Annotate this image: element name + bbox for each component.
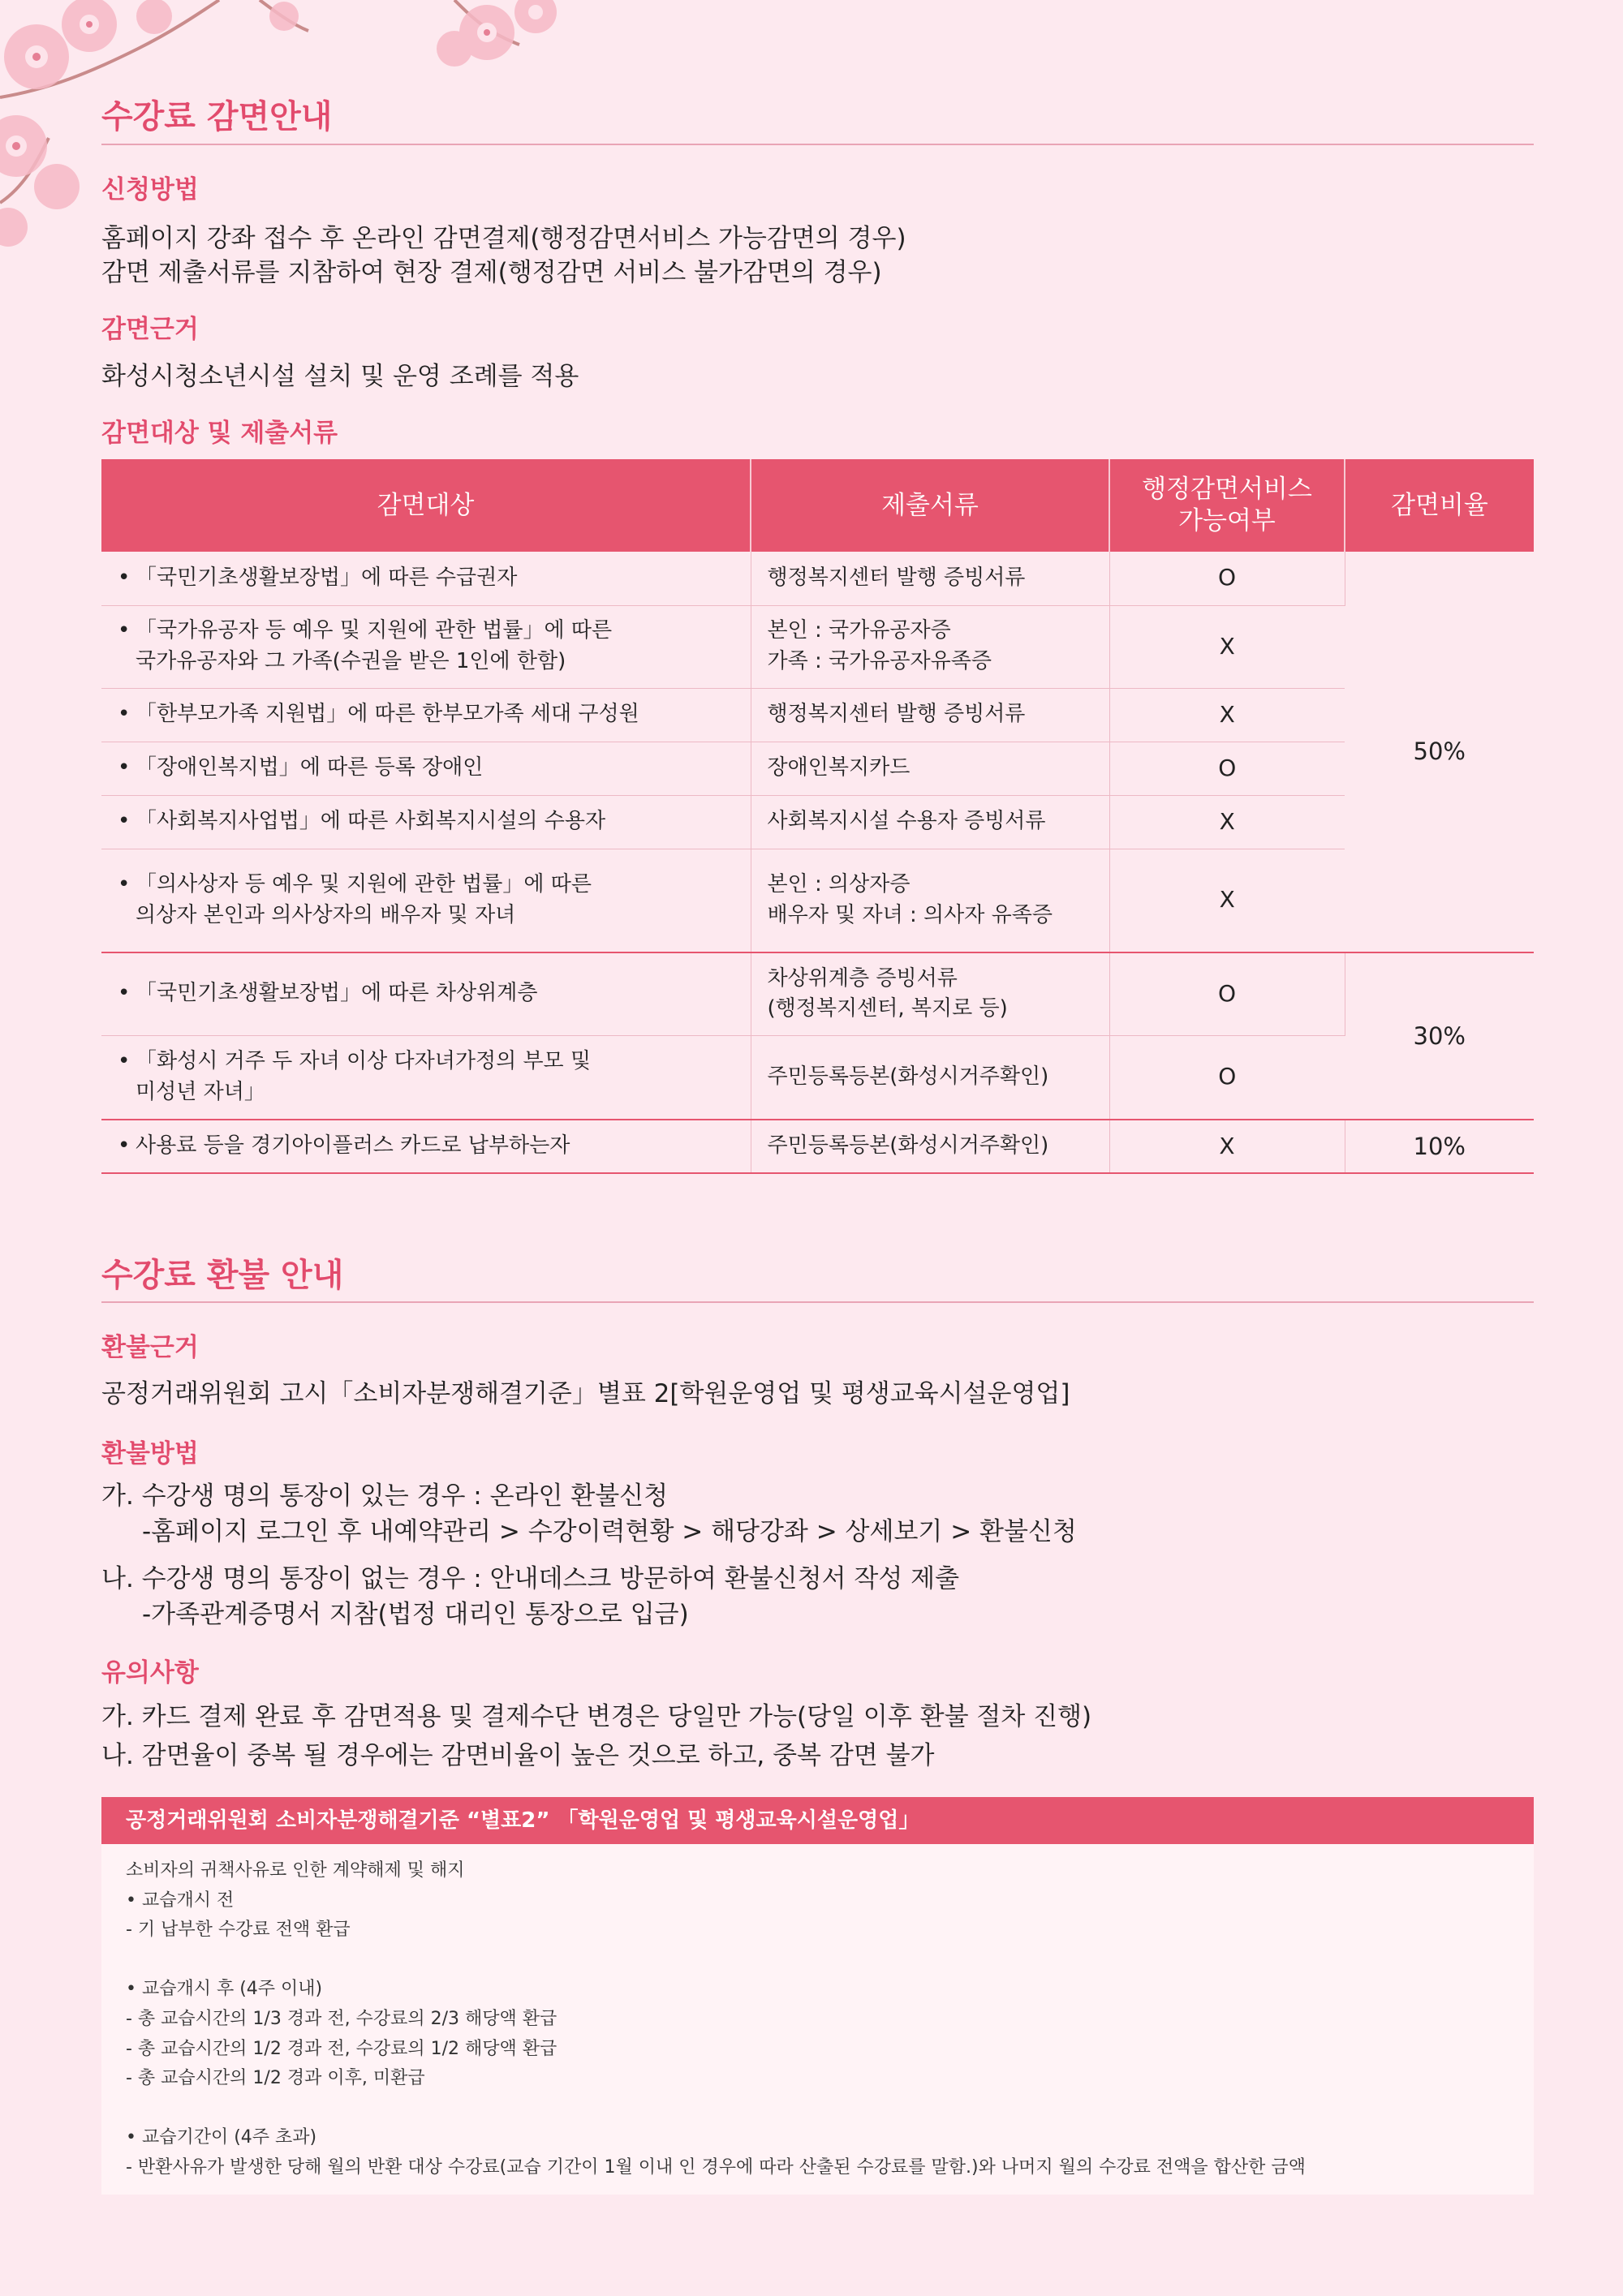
admin-service-cell: O — [1109, 742, 1345, 795]
admin-service-cell: X — [1109, 795, 1345, 849]
document-cell: 본인 : 의상자증 배우자 및 자녀 : 의사자 유족증 — [751, 849, 1109, 952]
notes-line: 나. 감면율이 중복 될 경우에는 감면비율이 높은 것으로 하고, 중복 감면 불가 — [101, 1741, 935, 1770]
target-cell: • 「장애인복지법」에 따른 등록 장애인 — [101, 742, 751, 795]
table-row — [101, 742, 1534, 795]
admin-service-cell: X — [1109, 605, 1345, 688]
refund-standard-line: - 총 교습시간의 1/2 경과 전, 수강료의 1/2 해당액 환급 — [126, 2038, 558, 2059]
table-row — [101, 688, 1534, 742]
apply-method-line: 홈페이지 강좌 접수 후 온라인 감면결제(행정감면서비스 가능감면의 경우) — [101, 224, 906, 253]
document-cell: 행정복지센터 발행 증빙서류 — [751, 688, 1109, 742]
table-row — [101, 1120, 1534, 1173]
target-cell: • 사용료 등을 경기아이플러스 카드로 납부하는자 — [101, 1120, 751, 1173]
target-cell: • 「국민기초생활보장법」에 따른 수급권자 — [101, 552, 751, 605]
refund-basis-text: 공정거래위원회 고시「소비자분쟁해결기준」별표 2[학원운영업 및 평생교육시설운영업] — [101, 1379, 1070, 1408]
rate-cell: 10% — [1345, 1120, 1534, 1173]
discount-table — [101, 459, 1534, 1174]
refund-standard-box — [101, 1844, 1534, 2195]
notes-heading: 유의사항 — [101, 1658, 199, 1688]
refund-method-heading: 환불방법 — [101, 1439, 199, 1468]
rate-cell: 50% — [1345, 552, 1534, 952]
document-cell: 본인 : 국가유공자증 가족 : 국가유공자유족증 — [751, 605, 1109, 688]
target-cell: • 「국민기초생활보장법」에 따른 차상위계층 — [101, 952, 751, 1035]
section-divider — [101, 144, 1534, 145]
table-row — [101, 795, 1534, 849]
section-divider — [101, 1301, 1534, 1303]
refund-method-line: 가. 수강생 명의 통장이 있는 경우 : 온라인 환불신청 — [101, 1481, 669, 1511]
table-row — [101, 552, 1534, 605]
refund-standard-line: - 반환사유가 발생한 당해 월의 반환 대상 수강료(교습 기간이 1월 이내 인 경우에 따라 산출된 수강료를 말함.)와 나머지 월의 수강료 전액을 합산한 금액 — [126, 2156, 1306, 2178]
apply-method-heading: 신청방법 — [101, 175, 199, 204]
target-cell: • 「의사상자 등 예우 및 지원에 관한 법률」에 따른 의상자 본인과 의사상자의 배우자 및 자녀 — [101, 849, 751, 952]
admin-service-cell: X — [1109, 688, 1345, 742]
refund-section-title: 수강료 환불 안내 — [101, 1257, 344, 1294]
column-header-rate: 감면비율 — [1345, 459, 1534, 552]
admin-service-cell: O — [1109, 552, 1345, 605]
refund-standard-line: • 교습개시 전 — [126, 1890, 235, 1911]
table-row — [101, 605, 1534, 688]
refund-method-line: -홈페이지 로그인 후 내예약관리 > 수강이력현황 > 해당강좌 > 상세보기 > 환불신청 — [142, 1517, 1077, 1546]
document-cell: 행정복지센터 발행 증빙서류 — [751, 552, 1109, 605]
column-header-target: 감면대상 — [101, 459, 751, 552]
document-cell: 사회복지시설 수용자 증빙서류 — [751, 795, 1109, 849]
target-cell: • 「사회복지사업법」에 따른 사회복지시설의 수용자 — [101, 795, 751, 849]
discount-table-heading: 감면대상 및 제출서류 — [101, 419, 338, 448]
column-header-documents: 제출서류 — [751, 459, 1109, 552]
refund-basis-heading: 환불근거 — [101, 1333, 199, 1362]
refund-standard-spacer — [126, 2094, 1509, 2124]
admin-service-cell: O — [1109, 952, 1345, 1035]
column-header-admin-service: 행정감면서비스 가능여부 — [1109, 459, 1345, 552]
refund-standard-line: • 교습개시 후 (4주 이내) — [126, 1979, 323, 2000]
refund-standard-line: • 교습기간이 (4주 초과) — [126, 2127, 317, 2148]
discount-basis-heading: 감면근거 — [101, 315, 199, 344]
admin-service-cell: X — [1109, 1120, 1345, 1173]
refund-standard-spacer — [126, 1946, 1509, 1976]
table-row — [101, 952, 1534, 1035]
refund-standard-line: - 총 교습시간의 1/2 경과 이후, 미환급 — [126, 2068, 425, 2089]
discount-section-title: 수강료 감면안내 — [101, 98, 333, 135]
target-cell: • 「국가유공자 등 예우 및 지원에 관한 법률」에 따른 국가유공자와 그 가족(수권을 받은 1인에 한함) — [101, 605, 751, 688]
table-row — [101, 849, 1534, 952]
notes-line: 가. 카드 결제 완료 후 감면적용 및 결제수단 변경은 당일만 가능(당일 이후 환불 절차 진행) — [101, 1702, 1092, 1731]
refund-standard-box-title: 공정거래위원회 소비자분쟁해결기준 “별표2” 「학원운영업 및 평생교육시설운영업」 — [101, 1797, 1534, 1844]
refund-method-line: -가족관계증명서 지참(법정 대리인 통장으로 입금) — [142, 1600, 689, 1629]
refund-standard-line: - 총 교습시간의 1/3 경과 전, 수강료의 2/3 해당액 환급 — [126, 2008, 558, 2029]
discount-basis-text: 화성시청소년시설 설치 및 운영 조례를 적용 — [101, 362, 579, 391]
document-cell: 장애인복지카드 — [751, 742, 1109, 795]
target-cell: • 「한부모가족 지원법」에 따른 한부모가족 세대 구성원 — [101, 688, 751, 742]
refund-standard-line: - 기 납부한 수강료 전액 환급 — [126, 1920, 351, 1941]
target-cell: • 「화성시 거주 두 자녀 이상 다자녀가정의 부모 및 미성년 자녀」 — [101, 1035, 751, 1120]
admin-service-cell: O — [1109, 1035, 1345, 1120]
refund-standard-line: 소비자의 귀책사유로 인한 계약해제 및 해지 — [126, 1860, 465, 1881]
rate-cell: 30% — [1345, 952, 1534, 1120]
admin-service-cell: X — [1109, 849, 1345, 952]
document-cell: 차상위계층 증빙서류 (행정복지센터, 복지로 등) — [751, 952, 1109, 1035]
document-cell: 주민등록등본(화성시거주확인) — [751, 1035, 1109, 1120]
table-row — [101, 1035, 1534, 1120]
table-header-row — [101, 459, 1534, 552]
refund-method-line: 나. 수강생 명의 통장이 없는 경우 : 안내데스크 방문하여 환불신청서 작성 제출 — [101, 1564, 960, 1593]
apply-method-line: 감면 제출서류를 지참하여 현장 결제(행정감면 서비스 불가감면의 경우) — [101, 258, 882, 287]
document-cell: 주민등록등본(화성시거주확인) — [751, 1120, 1109, 1173]
